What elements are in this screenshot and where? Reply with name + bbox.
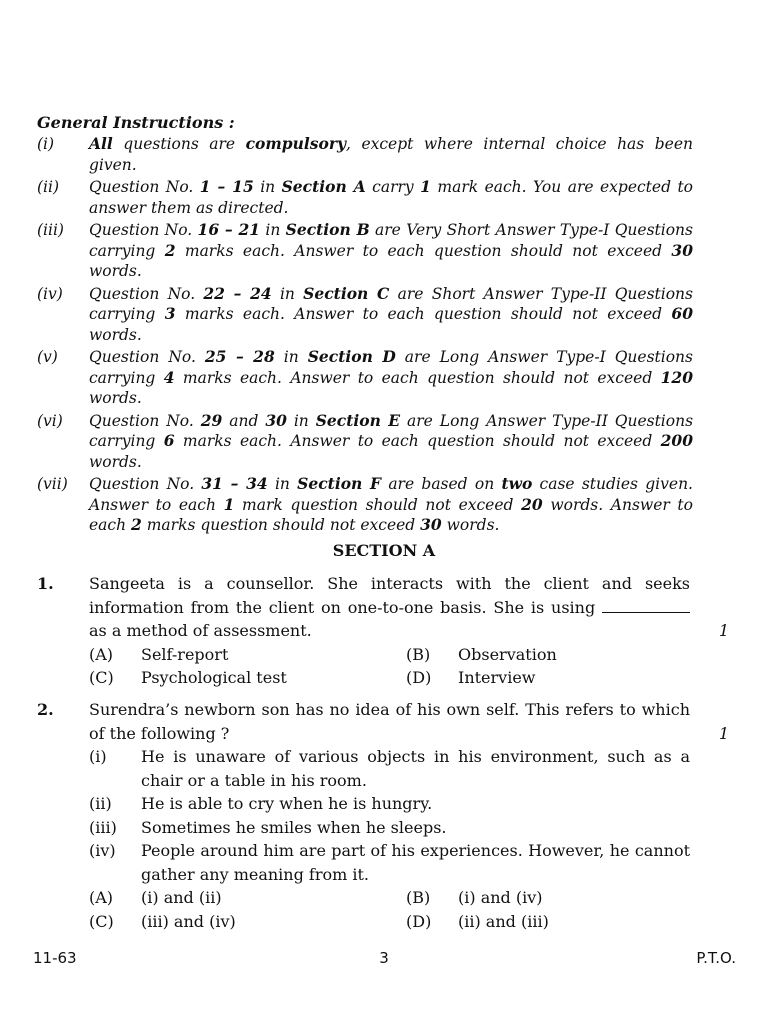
instruction-item [37, 347, 693, 409]
answer-blank [602, 596, 690, 613]
instruction-text: Question No. 25 – 28 in Section D are Long Answer Type-I Questions carrying 4 marks each. Answer to each question should not exceed 120 words. [89, 347, 693, 407]
option-c: (C) (iii) and (iv) [89, 911, 236, 931]
instruction-number: (v) [37, 348, 58, 366]
instruction-text: Question No. 1 – 15 in Section A carry 1 mark each. You are expected to answer them as directed. [89, 177, 694, 217]
instruction-text: Question No. 31 – 34 in Section F are based on two case studies given. Answer to each 1 mark question should not exceed 20 words. Answer to each 2 marks question should not exceed 30 words. [89, 474, 693, 534]
instruction-number: (i) [37, 135, 55, 153]
statement-item: (ii) He is able to cry when he is hungry. [89, 794, 433, 813]
instruction-text: All questions are compulsory, except where internal choice has been given. [89, 134, 693, 174]
general-instructions-heading: General Instructions : [37, 113, 235, 132]
paper-code: 11-63 [33, 949, 77, 967]
question-marks: 1 [718, 723, 729, 743]
instruction-item [37, 474, 693, 536]
option-c: (C) Psychological test [89, 668, 287, 687]
pto-label: P.T.O. [696, 949, 736, 967]
question-1 [37, 572, 729, 690]
statement-item: (i) He is unaware of various objects in his environment, such as a chair or a table in his room. [89, 747, 690, 790]
option-a: (A) Self-report [89, 644, 229, 664]
instruction-text: Question No. 16 – 21 in Section B are Very Short Answer Type-I Questions carrying 2 marks each. Answer to each question should not exceed 30 words. [89, 220, 693, 280]
instruction-item [37, 177, 693, 218]
section-title: SECTION A [332, 541, 436, 560]
instruction-text: Question No. 29 and 30 in Section E are Long Answer Type-II Questions carrying 6 marks each. Answer to each question should not exceed 200 words. [89, 410, 694, 471]
option-b: (B) (i) and (iv) [406, 888, 543, 907]
question-number: 2. [37, 700, 54, 719]
instruction-number: (vi) [37, 411, 63, 430]
options-grid [89, 886, 729, 933]
option-b: (B) Observation [406, 644, 557, 664]
option-a: (A) (i) and (ii) [89, 888, 222, 907]
question-text: Surendra’s newborn son has no idea of his own self. This refers to which of the following ? [89, 700, 690, 743]
option-d: (D) (ii) and (iii) [406, 911, 549, 931]
statement-item: (iv) People around him are part of his experiences. However, he cannot gather any meaning from it. [89, 841, 690, 884]
general-instructions-list [37, 134, 693, 538]
instruction-item [37, 284, 693, 346]
question-text: Sangeeta is a counsellor. She interacts with the client and seeks information from the client on one-to-one basis. She is using as a method of assessment. [89, 574, 690, 640]
question-number: 1. [37, 574, 54, 593]
instruction-number: (iii) [37, 221, 64, 239]
question-2 [37, 698, 729, 933]
statement-list [89, 745, 690, 886]
instruction-number: (iv) [37, 284, 63, 303]
instruction-item [37, 411, 693, 473]
instruction-item [37, 220, 693, 282]
instruction-number: (vii) [37, 475, 68, 493]
instruction-item [37, 134, 693, 175]
option-d: (D) Interview [406, 668, 536, 687]
options-grid [89, 643, 729, 690]
instruction-number: (ii) [37, 178, 60, 196]
question-marks: 1 [718, 621, 729, 640]
statement-item: (iii) Sometimes he smiles when he sleeps. [89, 817, 447, 837]
page-number: 3 [379, 949, 389, 967]
instruction-text: Question No. 22 – 24 in Section C are Short Answer Type-II Questions carrying 3 marks each. Answer to each question should not exceed 60 words. [89, 283, 693, 344]
